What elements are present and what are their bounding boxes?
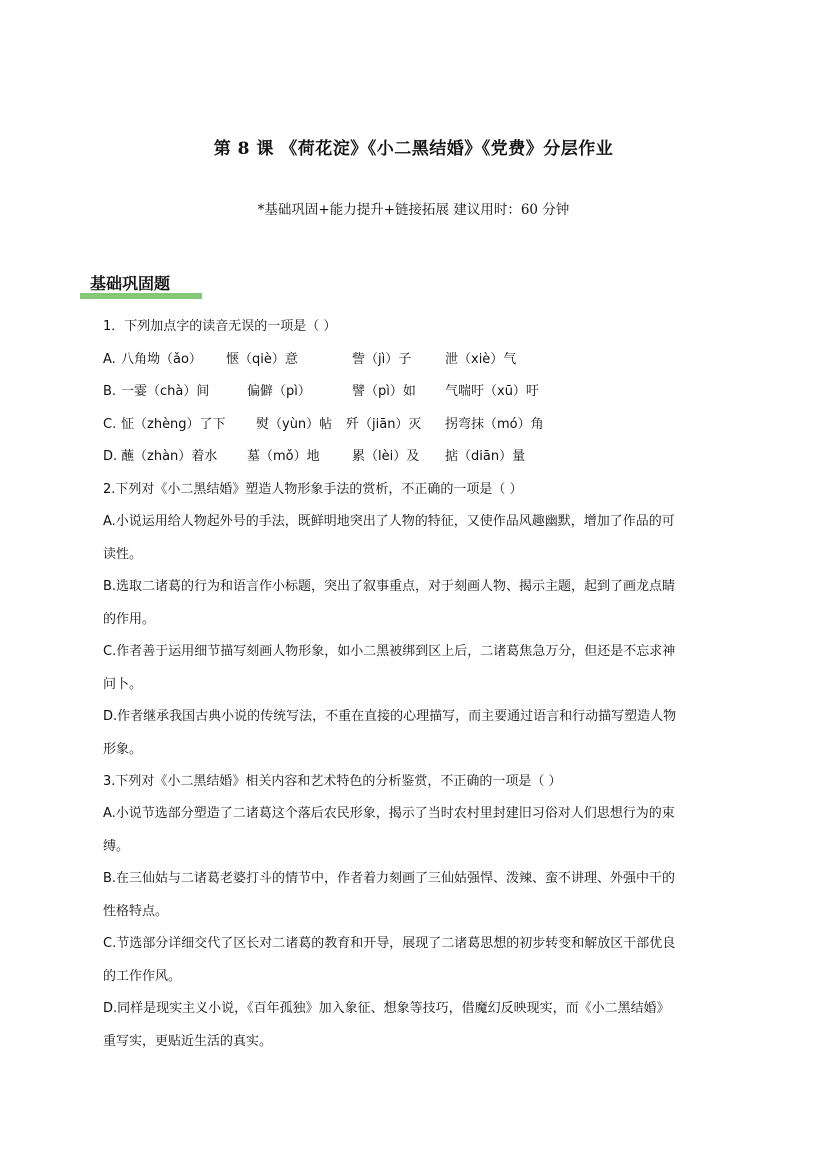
page-subtitle: *基础巩固+能力提升+链接拓展 建议用时：60 分钟 (257, 202, 570, 218)
section-heading (80, 268, 202, 300)
section-underline (80, 293, 202, 299)
question-2-stem: 2.下列对《小二黑结婚》塑造人物形象手法的赏析，不正确的一项是（ ） (103, 482, 523, 497)
option-item: 八角坳（ǎo） (121, 352, 202, 367)
option-letter: D. (103, 449, 118, 464)
option-item: 怔（zhèng）了下 (121, 417, 226, 432)
option-item: 累（lèi）及 (352, 449, 420, 464)
option-item: 偏僻（pì） (247, 384, 311, 399)
option-item: 掂（diān）量 (445, 449, 526, 464)
option-item: 譬（pì）如 (352, 384, 416, 399)
page-title: 第 8 课 《荷花淀》《小二黑结婚》《党费》分层作业 (213, 139, 614, 159)
option-item: 訾（jì）子 (352, 352, 412, 367)
option-line: 的作用。 (103, 611, 156, 627)
option-line: 的工作作风。 (103, 968, 182, 984)
option-line: 问卜。 (103, 676, 143, 692)
question-3-option-d (103, 993, 753, 1058)
option-line: 重写实，更贴近生活的真实。 (103, 1033, 273, 1049)
option-line: A.小说运用给人物起外号的手法，既鲜明地突出了人物的特征，又使作品风趣幽默，增加了作品的可 (103, 514, 675, 529)
option-item: 歼（jiān）灭 (346, 417, 422, 432)
option-item: 泄（xiè）气 (445, 352, 517, 367)
option-line: B.在三仙姑与二诸葛老婆打斗的情节中，作者着力刻画了三仙姑强悍、泼辣、蛮不讲理、外强中干的 (103, 871, 676, 886)
option-item: 拐弯抹（mó）角 (445, 417, 544, 432)
question-3-option-a (103, 798, 753, 863)
section-label: 基础巩固题 (90, 274, 171, 293)
question-1-stem: 1．下列加点字的读音无误的一项是（ ） (103, 319, 337, 334)
option-line: 缚。 (103, 838, 130, 854)
option-letter: B. (103, 384, 117, 399)
question-2-option-c (103, 636, 753, 701)
question-2-option-a (103, 506, 753, 571)
option-item: 气喘吁（xū）吁 (445, 384, 539, 399)
question-3-option-b (103, 863, 753, 928)
option-item: 墓（mǒ）地 (247, 449, 320, 464)
option-letter: A. (103, 352, 116, 367)
option-line: 性格特点。 (103, 903, 169, 919)
option-line: D.作者继承我国古典小说的传统写法，不重在直接的心理描写，而主要通过语言和行动描写塑造人物 (103, 709, 677, 724)
option-item: 一霎（chà）间 (121, 384, 210, 399)
question-2-option-b (103, 571, 753, 636)
option-line: B.选取二诸葛的行为和语言作小标题，突出了叙事重点，对于刻画人物、揭示主题，起到了画龙点睛 (103, 579, 676, 594)
option-line: 形象。 (103, 741, 143, 757)
option-item: 惬（qiè）意 (226, 352, 298, 367)
option-item: 蘸（zhàn）着水 (121, 449, 218, 464)
option-line: 读性。 (103, 546, 143, 562)
option-item: 熨（yùn）帖 (256, 417, 333, 432)
question-3-option-c (103, 928, 753, 993)
question-3-stem: 3.下列对《小二黑结婚》相关内容和艺术特色的分析鉴赏，不正确的一项是（ ） (103, 774, 562, 789)
option-line: D.同样是现实主义小说，《百年孤独》加入象征、想象等技巧，借魔幻反映现实，而《小二黑结婚》 (103, 1001, 670, 1016)
option-letter: C. (103, 417, 117, 432)
option-line: C.作者善于运用细节描写刻画人物形象，如小二黑被绑到区上后，二诸葛焦急万分，但还是不忘求神 (103, 644, 676, 659)
option-line: C.节选部分详细交代了区长对二诸葛的教育和开导，展现了二诸葛思想的初步转变和解放区干部优良 (103, 936, 676, 951)
option-line: A.小说节选部分塑造了二诸葛这个落后农民形象，揭示了当时农村里封建旧习俗对人们思想行为的束 (103, 806, 675, 821)
question-2-option-d (103, 701, 753, 766)
